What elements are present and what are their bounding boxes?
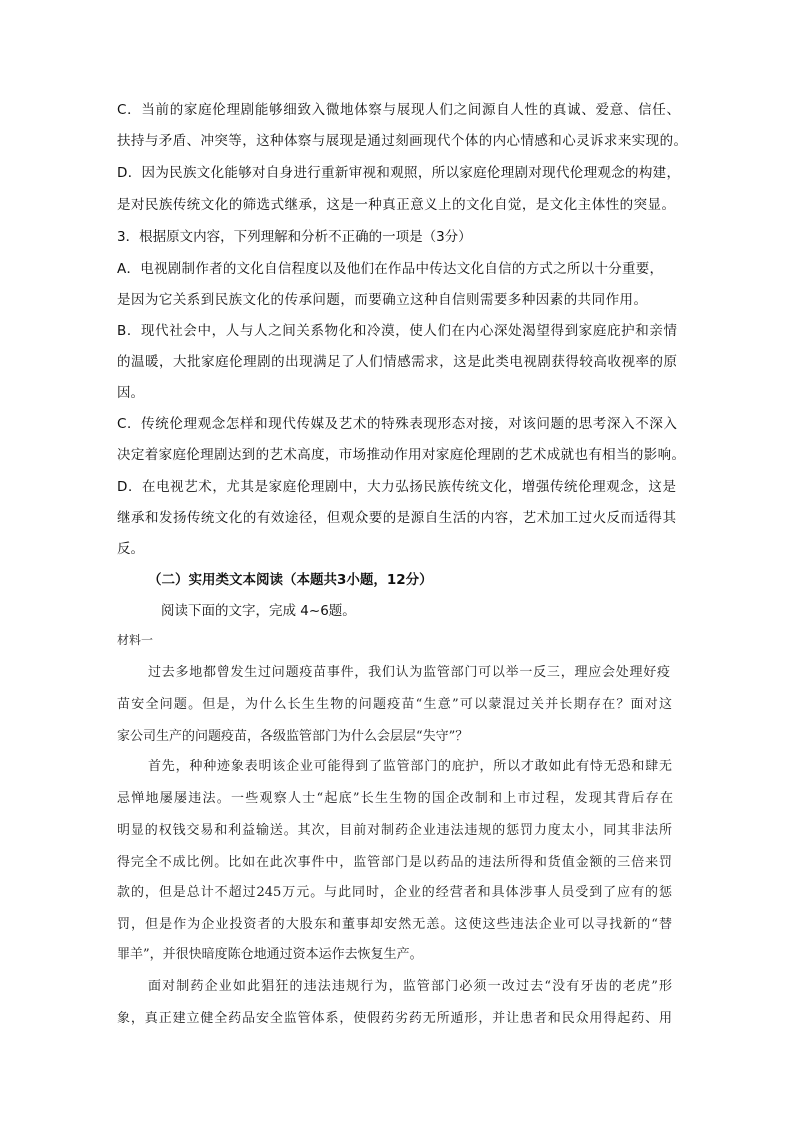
material-paragraph-line: 面对制药企业如此猖狂的违法违规行为，监管部门必须一改过去“没有牙齿的老虎”形 [148, 979, 672, 994]
material-paragraph-line: 明显的权钱交易和利益输送。其次，目前对制药企业违法违规的惩罚力度太小，同其非法所 [117, 823, 672, 838]
q2-option-d-line: 是对民族传统文化的筛选式继承，这是一种真正意义上的文化自觉，是文化主体性的突显。 [117, 197, 675, 213]
q2-option-c-line: C．当前的家庭伦理剧能够细致入微地体察与展现人们之间源自人性的真诚、爱意、信任、 [117, 102, 680, 118]
q3-option-d-line: D．在电视艺术，尤其是家庭伦理剧中，大力弘扬民族传统文化，增强传统伦理观念，这是 [117, 479, 676, 495]
section-instruction: 阅读下面的文字，完成 4~6题。 [161, 603, 356, 619]
section-heading: （二）实用类文本阅读（本题共3小题，12分） [148, 572, 433, 588]
q3-option-d-line: 继承和发扬传统文化的有效途径，但观众要的是源自生活的内容，艺术加工过火反而适得其 [117, 510, 676, 526]
material-paragraph-line: 首先，种种迹象表明该企业可能得到了监管部门的庇护，所以才敢如此有恃无恐和肆无 [148, 759, 672, 774]
material-paragraph-line: 象，真正建立健全药品安全监管体系，使假药劣药无所遁形，并让患者和民众用得起药、用 [117, 1011, 672, 1026]
q3-stem: 3．根据原文内容，下列理解和分析不正确的一项是（3分） [117, 229, 472, 245]
q2-option-c-line: 扶持与矛盾、冲突等，这种体察与展现是通过刻画现代个体的内心情感和心灵诉求来实现的。 [117, 133, 687, 149]
q3-option-b-line: 因。 [117, 385, 144, 401]
q3-option-d-line: 反。 [117, 541, 144, 557]
material-label: 材料一 [117, 633, 154, 647]
material-paragraph-line: 过去多地都曾发生过问题疫苗事件，我们认为监管部门可以举一反三，理应会处理好疫 [148, 665, 670, 680]
material-paragraph-line: 忌惮地屡屡违法。一些观察人士“起底”长生生物的国企改制和上市过程，发现其背后存在 [117, 791, 673, 806]
q3-option-a-line: A．电视剧制作者的文化自信程度以及他们在作品中传达文化自信的方式之所以十分重要， [117, 261, 663, 277]
material-paragraph-line: 款的，但是总计不超过245万元。与此同时，企业的经营者和具体涉事人员受到了应有的惩 [117, 885, 672, 900]
material-paragraph-line: 罚，但是作为企业投资者的大股东和董事却安然无恙。这使这些违法企业可以寻找新的“替 [117, 917, 672, 932]
material-paragraph-line: 得完全不成比例。比如在此次事件中，监管部门是以药品的违法所得和货值金额的三倍来罚 [117, 855, 672, 870]
q3-option-b-line: B．现代社会中，人与人之间关系物化和冷漠，使人们在内心深处渴望得到家庭庇护和亲情 [117, 323, 677, 339]
q3-option-b-line: 的温暖，大批家庭伦理剧的出现满足了人们情感需求，这是此类电视剧获得较高收视率的原 [117, 354, 677, 370]
material-paragraph-line: 苗安全问题。但是，为什么长生生物的问题疫苗“生意”可以蒙混过关并长期存在？面对这 [117, 697, 672, 712]
q3-option-c-line: 决定着家庭伦理剧达到的艺术高度，市场推动作用对家庭伦理剧的艺术成就也有相当的影响。 [117, 447, 685, 463]
q3-option-a-line: 是因为它关系到民族文化的传承问题，而要确立这种自信则需要多种因素的共同作用。 [117, 292, 647, 308]
material-paragraph-line: 罪羊”，并很快暗度陈仓地通过资本运作去恢复生产。 [117, 947, 423, 962]
material-paragraph-line: 家公司生产的问题疫苗，各级监管部门为什么会层层“失守”？ [117, 729, 469, 744]
q2-option-d-line: D．因为民族文化能够对自身进行重新审视和观照，所以家庭伦理剧对现代伦理观念的构建， [117, 165, 680, 181]
q3-option-c-line: C．传统伦理观念怎样和现代传媒及艺术的特殊表现形态对接，对该问题的思考深入不深入 [117, 416, 677, 432]
